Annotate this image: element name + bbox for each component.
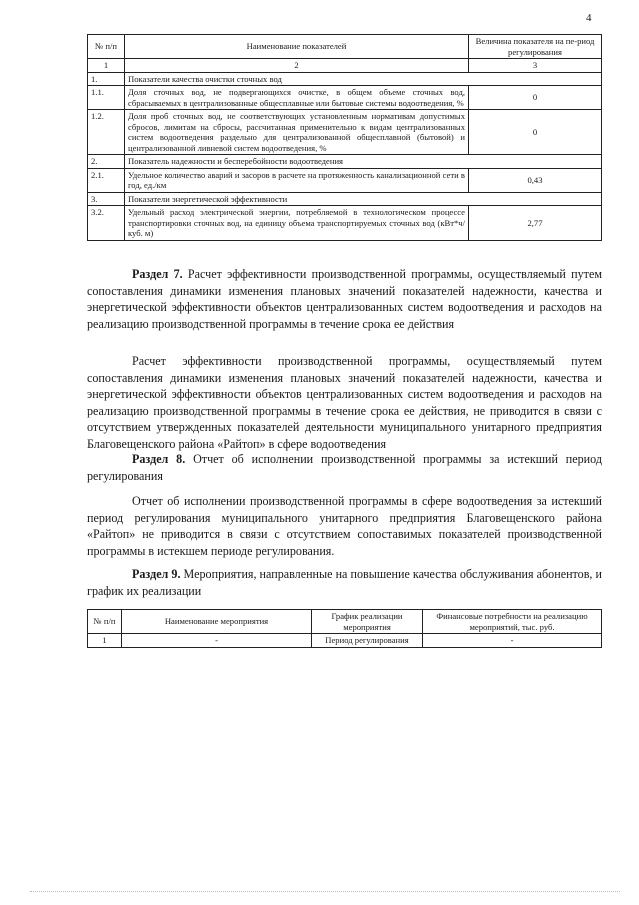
header-finance: Финансовые потребности на реализацию мероприятий, тыс. руб. xyxy=(423,610,602,634)
section9-label: Раздел 9. xyxy=(132,567,181,581)
header-num: № п/п xyxy=(88,610,122,634)
header-num: № п/п xyxy=(88,35,125,59)
header-name: Наименование показателей xyxy=(125,35,469,59)
section9-heading xyxy=(87,566,602,599)
row-name: Показатели энергетической эффективности xyxy=(125,192,602,206)
row-num: 1.1. xyxy=(88,86,125,110)
row-name: Доля проб сточных вод, не соответствующих установленным нормативам допустимых сбросов, лимитам на сбросы, рассчитанная применительно к видам централизованных систем водоотведения раздельно для централизованной общесплавной (бытовой) и централизованной ливневой систем водоотведения, % xyxy=(125,110,469,155)
page-number: 4 xyxy=(586,12,592,24)
table-header-row xyxy=(88,610,602,634)
section7-heading xyxy=(87,266,602,332)
row-name: - xyxy=(122,634,312,648)
table-row xyxy=(88,206,602,241)
column-number-row xyxy=(88,59,602,73)
section9-title: Мероприятия, направленные на повышение качества обслуживания абонентов, и график их реализации xyxy=(87,567,602,598)
indicators-table xyxy=(87,34,602,241)
row-name: Показатель надежности и бесперебойности водоотведения xyxy=(125,155,602,169)
header-value: Величина показателя на пе-риод регулирования xyxy=(469,35,602,59)
table-row xyxy=(88,634,602,648)
section8-body: Отчет об исполнении производственной программы в сфере водоотведения за истекший период регулирования муниципального унитарного предприятия Благовещенского района «Райтоп» не приводится в связи с отсутствием сопоставимых показателей производственной программы в истекшем периоде регулирования. xyxy=(87,494,602,558)
table-row xyxy=(88,155,602,169)
measures-table xyxy=(87,609,602,648)
row-num: 2.1. xyxy=(88,168,125,192)
row-num: 2. xyxy=(88,155,125,169)
section8-title: Отчет об исполнении производственной программы за истекший период регулирования xyxy=(87,452,602,483)
row-name: Удельный расход электрической энергии, потребляемой в технологическом процессе транспортировки сточных вод, на единицу объема транспортируемых сточных вод (кВт*ч/ куб. м) xyxy=(125,206,469,241)
table-row xyxy=(88,86,602,110)
col-number: 1 xyxy=(88,59,125,73)
row-num: 3. xyxy=(88,192,125,206)
row-num: 1. xyxy=(88,72,125,86)
row-num: 1 xyxy=(88,634,122,648)
scan-edge-line xyxy=(30,891,620,892)
col-number: 2 xyxy=(125,59,469,73)
col-number: 3 xyxy=(469,59,602,73)
row-schedule: Период регулирования xyxy=(312,634,423,648)
section7-title: Расчет эффективности производственной программы, осуществляемый путем сопоставления динамики изменения плановых значений показателей надежности, качества и энергетической эффективности объектов централизованных систем водоотведения и расходов на реализацию производственной программы в течение срока ее действия xyxy=(87,267,602,331)
row-finance: - xyxy=(423,634,602,648)
section8-label: Раздел 8. xyxy=(132,452,186,466)
row-name: Показатели качества очистки сточных вод xyxy=(125,72,602,86)
section8-heading xyxy=(87,451,602,484)
row-value: 2,77 xyxy=(469,206,602,241)
row-value: 0 xyxy=(469,86,602,110)
header-schedule: График реализации мероприятия xyxy=(312,610,423,634)
section7-label: Раздел 7. xyxy=(132,267,183,281)
row-name: Удельное количество аварий и засоров в расчете на протяженность канализационной сети в год, ед./км xyxy=(125,168,469,192)
row-value: 0 xyxy=(469,110,602,155)
row-value: 0,43 xyxy=(469,168,602,192)
table-row xyxy=(88,192,602,206)
section7-body: Расчет эффективности производственной программы, осуществляемый путем сопоставления динамики изменения плановых значений показателей надежности, качества и энергетической эффективности объектов централизованных систем водоотведения и расходов на реализацию производственной программы в течение срока ее действия, не приводится в связи с отсутствием утвержденных показателей деятельности муниципального унитарного предприятия Благовещенского района «Райтоп» в сфере водоотведения xyxy=(87,354,602,451)
table-header-row xyxy=(88,35,602,59)
header-name: Наименование мероприятия xyxy=(122,610,312,634)
row-num: 3.2. xyxy=(88,206,125,241)
table-row xyxy=(88,168,602,192)
table-row xyxy=(88,110,602,155)
row-name: Доля сточных вод, не подвергающихся очистке, в общем объеме сточных вод, сбрасываемых в централизованные общесплавные или бытовые системы водоотведения, % xyxy=(125,86,469,110)
table-row xyxy=(88,72,602,86)
row-num: 1.2. xyxy=(88,110,125,155)
